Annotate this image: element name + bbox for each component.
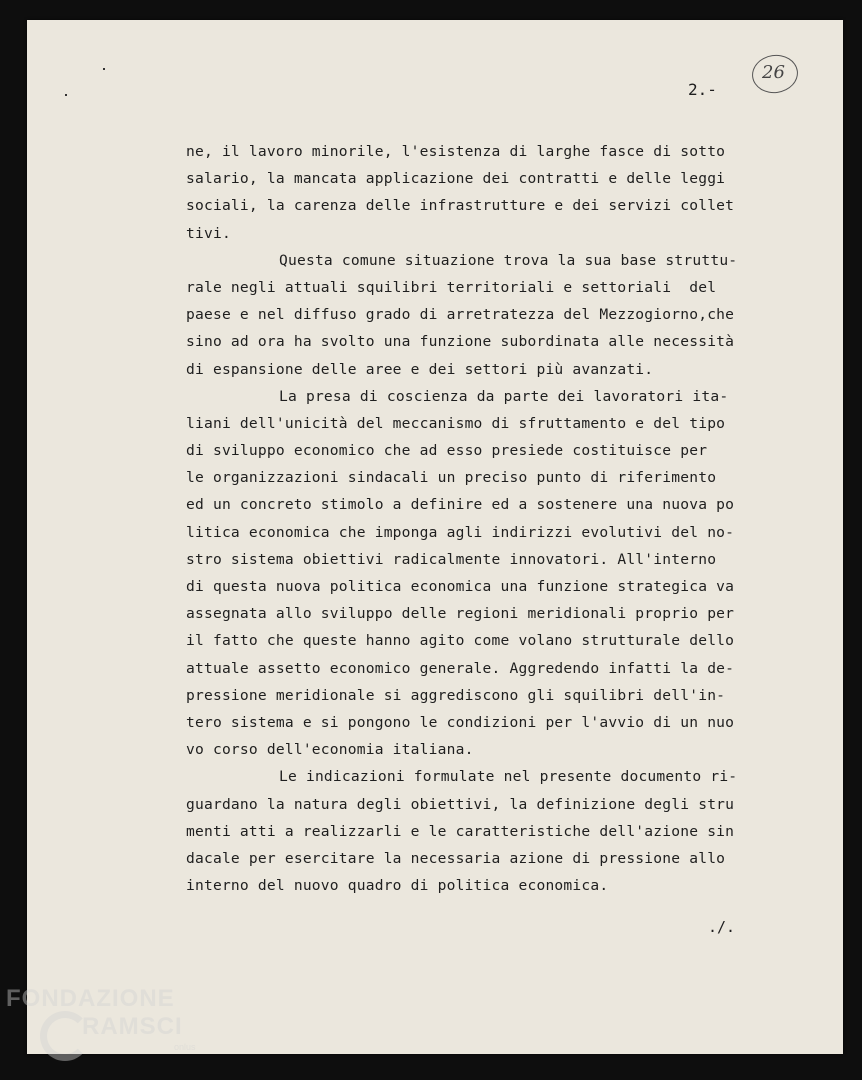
text-line: sociali, la carenza delle infrastrutture e dei servizi collet [186, 197, 735, 215]
page-number: 2.- [688, 80, 717, 99]
text-line: assegnata allo sviluppo delle regioni meridionali proprio per [186, 605, 735, 623]
text-line: dacale per esercitare la necessaria azione di pressione allo [186, 849, 726, 867]
continuation-mark: ./. [708, 918, 736, 936]
text-line: tivi. [186, 224, 231, 242]
text-line: sino ad ora ha svolto una funzione subordinata alle necessità [186, 333, 735, 351]
typewritten-body [186, 138, 766, 899]
ink-speck [103, 68, 105, 70]
text-line: tero sistema e si pongono le condizioni per l'avvio di un nuo [186, 713, 735, 731]
ink-speck [65, 94, 67, 96]
watermark-line1: FONDAZIONE [6, 985, 175, 1012]
text-line: Questa comune situazione trova la sua base struttu- [279, 251, 738, 269]
text-line: vo corso dell'economia italiana. [186, 741, 474, 759]
watermark-line2: RAMSCI [82, 1013, 183, 1040]
text-line: ne, il lavoro minorile, l'esistenza di larghe fasce di sotto [186, 143, 726, 160]
text-line: salario, la mancata applicazione dei contratti e delle leggi [186, 170, 726, 188]
text-line: le organizzazioni sindacali un preciso punto di riferimento [186, 469, 717, 487]
text-line: pressione meridionale si aggrediscono gli squilibri dell'in- [186, 686, 726, 704]
text-line: di questa nuova politica economica una funzione strategica va [186, 578, 735, 595]
text-line: Le indicazioni formulate nel presente documento ri- [279, 768, 738, 786]
watermark-line3: onlus [174, 1042, 196, 1052]
text-line: guardano la natura degli obiettivi, la definizione degli stru [186, 795, 735, 813]
text-line: attuale assetto economico generale. Aggredendo infatti la de- [186, 659, 735, 677]
text-line: menti atti a realizzarli e le caratteristiche dell'azione sin [186, 822, 735, 840]
text-line: rale negli attuali squilibri territoriali e settoriali del [186, 278, 717, 296]
text-line: di sviluppo economico che ad esso presiede costituisce per [186, 442, 708, 460]
archive-stamp-number: 26 [762, 62, 785, 83]
text-line: La presa di coscienza da parte dei lavoratori ita- [279, 387, 729, 405]
text-line: liani dell'unicità del meccanismo di sfruttamento e del tipo [186, 414, 726, 432]
text-line: litica economica che imponga agli indirizzi evolutivi del no- [186, 523, 735, 541]
text-line: il fatto che queste hanno agito come volano strutturale dello [186, 632, 735, 650]
text-line: paese e nel diffuso grado di arretratezza del Mezzogiorno,che [186, 306, 735, 324]
text-line: stro sistema obiettivi radicalmente innovatori. All'interno [186, 550, 717, 568]
text-line: di espansione delle aree e dei settori più avanzati. [186, 360, 654, 378]
text-line: ed un concreto stimolo a definire ed a sostenere una nuova po [186, 496, 735, 514]
text-line: interno del nuovo quadro di politica economica. [186, 877, 609, 895]
